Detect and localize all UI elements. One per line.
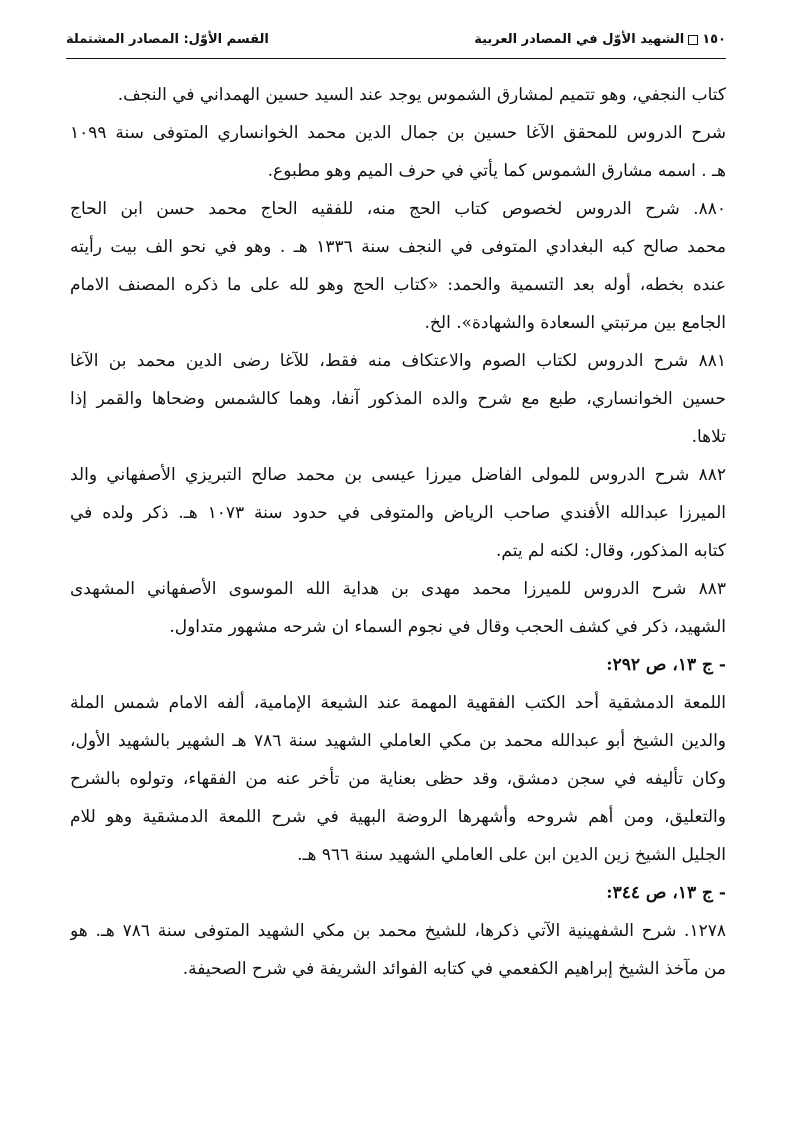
text-line: ٨٨١ شرح الدروس لكتاب الصوم والاعتكاف منه فقط، للآغا رضى الدين محمد بن الآغا (70, 351, 726, 371)
text-line: تلاها. (691, 427, 726, 447)
header-divider (66, 58, 726, 59)
text-line: الجامع بين مرتبتي السعادة والشهادة». الخ. (424, 313, 726, 333)
paragraph (70, 874, 726, 912)
section-title: القسم الأوّل: المصادر المشتملة (66, 32, 269, 47)
text-line: - ج ١٣، ص ٣٤٤: (606, 883, 726, 903)
text-line: الميرزا عبدالله الأفندي صاحب الرياض والمتوفى في حدود سنة ١٠٧٣ هـ. ذكر ولده في (70, 503, 726, 523)
text-line: الشهيد، ذكر في كشف الحجب وقال في نجوم السماء ان شرحه مشهور متداول. (169, 617, 726, 637)
text-line: عنده بخطه، أوله بعد التسمية والحمد: «كتاب الحج وهو لله على ما ذكره المصنف الامام (70, 275, 726, 295)
paragraph (70, 342, 726, 456)
paragraph (70, 570, 726, 646)
text-line: ٨٨٢ شرح الدروس للمولى الفاضل ميرزا عيسى بن محمد صالح التبريزي الأصفهاني والد (70, 465, 726, 485)
paragraph (70, 912, 726, 988)
text-line: كتابه المذكور، وقال: لكنه لم يتم. (496, 541, 726, 561)
body-text (70, 76, 726, 988)
paragraph (70, 114, 726, 190)
paragraph (70, 190, 726, 342)
header-right (474, 32, 726, 47)
text-line: محمد صالح كبه البغدادي المتوفى في النجف سنة ١٣٣٦ هـ . وهو في نحو الف بيت رأيته (70, 237, 726, 257)
paragraph (70, 76, 726, 114)
text-line: اللمعة الدمشقية أحد الكتب الفقهية المهمة عند الشيعة الإمامية، ألفه الامام شمس الملة (70, 693, 726, 713)
text-line: ٨٨٣ شرح الدروس للميرزا محمد مهدى بن هداية الله الموسوى الأصفهاني المشهدى (70, 579, 726, 599)
text-line: كتاب النجفي، وهو تتميم لمشارق الشموس يوجد عند السيد حسين الهمداني في النجف. (117, 85, 726, 105)
text-line: حسين الخوانساري، طبع مع شرح والده المذكور آنفا، وهما كالشمس وضحاها والقمر إذا (70, 389, 726, 409)
text-line: وكان تأليفه في سجن دمشق، وقد حظى بعناية من تأخر عنه من الفقهاء، وتولوه بالشرح (70, 769, 726, 789)
page-number: ١٥٠ (702, 32, 726, 47)
square-icon (688, 35, 698, 45)
paragraph (70, 684, 726, 874)
text-line: ٨٨٠. شرح الدروس لخصوص كتاب الحج منه، للفقيه الحاج محمد حسن ابن الحاج (70, 199, 726, 219)
text-line: ١٢٧٨. شرح الشفهينية الآتي ذكرها، للشيخ محمد بن مكي الشهيد المتوفى سنة ٧٨٦ هـ. هو (70, 921, 726, 941)
text-line: شرح الدروس للمحقق الآغا حسين بن جمال الدين محمد الخوانساري المتوفى سنة ١٠٩٩ (70, 123, 726, 143)
paragraph (70, 646, 726, 684)
text-line: والتعليق، ومن أهم شروحه وأشهرها الروضة البهية في شرح اللمعة الدمشقية وهو للام (70, 807, 726, 827)
text-line: والدين الشيخ أبو عبدالله محمد بن مكي العاملي الشهيد سنة ٧٨٦ هـ الشهير بالشهيد الأول، (70, 731, 726, 751)
text-line: هـ . اسمه مشارق الشموس كما يأتي في حرف الميم وهو مطبوع. (267, 161, 726, 181)
text-line: من مآخذ الشيخ إبراهيم الكفعمي في كتابه الفوائد الشريفة في شرح الصحيفة. (182, 959, 726, 979)
text-line: الجليل الشيخ زين الدين ابن على العاملي الشهيد سنة ٩٦٦ هـ. (297, 845, 726, 865)
book-title: الشهيد الأوّل في المصادر العربية (474, 32, 685, 47)
running-header (66, 32, 726, 54)
text-line: - ج ١٣، ص ٢٩٢: (606, 655, 726, 675)
paragraph (70, 456, 726, 570)
